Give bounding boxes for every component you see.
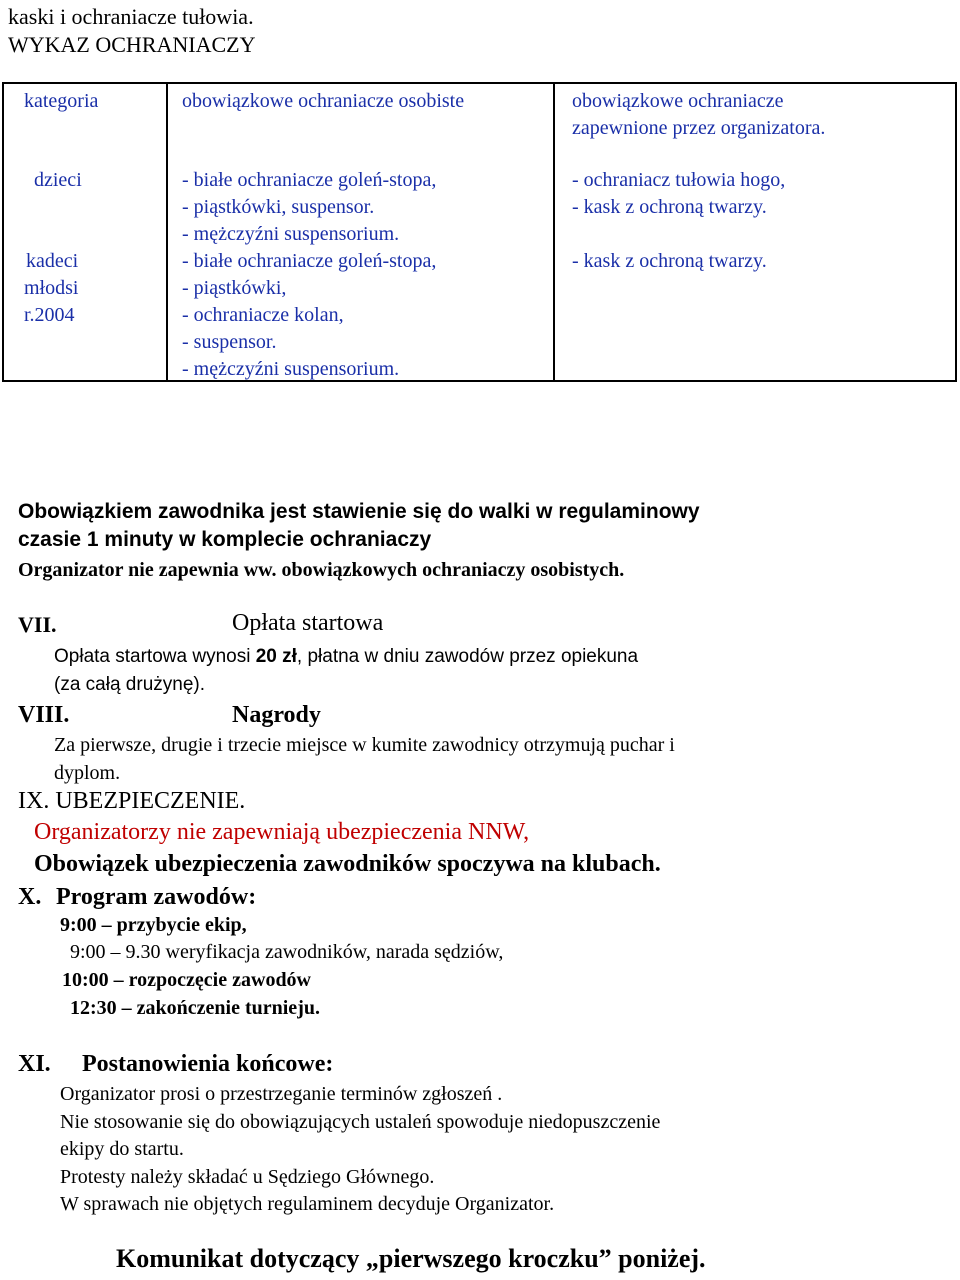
section-number-xi: XI. [18,1051,51,1077]
insurance-warning: Organizatorzy nie zapewniają ubezpieczenia NNW, [34,819,530,845]
program-title: Program zawodów: [56,884,257,910]
header-category: kategoria [24,90,99,112]
duty-statement: Obowiązkiem zawodnika jest stawienie się do walki w regulaminowy czasie 1 minuty w komplecie ochraniaczy [18,500,700,551]
category-year: r.2004 [24,304,75,326]
program-item: 9:00 – przybycie ekip, [60,914,247,936]
prizes-text: Za pierwsze, drugie i trzecie miejsce w kumite zawodnicy otrzymują puchar i dyplom. [54,734,675,784]
list-item: Organizator prosi o przestrzeganie terminów zgłoszeń . [60,1083,503,1105]
final-provisions [60,1081,660,1219]
list-item: - suspensor. [182,331,277,353]
section-number-viii: VIII. [18,702,70,728]
section-number-vii: VII. [18,612,57,637]
list-item: Nie stosowanie się do obowiązujących ustaleń spowoduje niedopuszczenie [60,1110,661,1133]
final-title: Postanowienia końcowe: [82,1051,334,1077]
section-number-x: X. [18,884,42,910]
list-item: Protesty należy składać u Sędziego Głównego. [60,1165,435,1188]
list-item: - piąstkówki, suspensor. [182,196,375,218]
program-item: 9:00 – 9.30 weryfikacja zawodników, narada sędziów, [70,941,504,963]
personal-gear-list [182,167,436,383]
list-item: - ochraniacze kolan, [182,304,344,326]
organizer-gear-list [572,167,785,221]
insurance-heading: IX. UBEZPIECZENIE. [18,788,246,814]
prizes-title: Nagrody [232,702,321,728]
list-item: ekipy do startu. [60,1138,184,1160]
equipment-list-heading: WYKAZ OCHRANIACZY [8,32,256,57]
insurance-clubs: Obowiązek ubezpieczenia zawodników spoczywa na klubach. [34,851,661,877]
list-item: - piąstkówki, [182,277,287,299]
category-juniors: młodsi [24,277,79,299]
program-item: 10:00 – rozpoczęcie zawodów [62,969,312,991]
list-item: - mężczyźni suspensorium. [182,223,400,245]
list-item: - mężczyźni suspensorium. [182,358,400,380]
category-children: dzieci [34,169,82,191]
category-cadets: kadeci [26,250,79,272]
list-item: - kask z ochroną twarzy. [572,196,767,218]
equipment-table [2,82,957,382]
fee-text: Opłata startowa wynosi 20 zł, płatna w dniu zawodów przez opiekuna [54,646,639,667]
organizer-note: Organizator nie zapewnia ww. obowiązkowych ochraniaczy osobistych. [18,559,625,581]
organizer-gear-item: - kask z ochroną twarzy. [572,250,767,272]
list-item: W sprawach nie objętych regulaminem decyduje Organizator. [60,1193,555,1215]
list-item: - białe ochraniacze goleń-stopa, [182,169,437,191]
header-organizer-gear: obowiązkowe ochraniacze zapewnione przez organizatora. [572,90,826,139]
intro-line: kaski i ochraniacze tułowia. [8,4,254,29]
fee-text-cont: (za całą drużynę). [54,674,206,695]
notice: Komunikat dotyczący „pierwszego kroczku” poniżej. [116,1244,706,1273]
program-item: 12:30 – zakończenie turnieju. [70,997,320,1019]
table-divider [166,84,168,380]
list-item: - białe ochraniacze goleń-stopa, [182,250,437,272]
header-personal-gear: obowiązkowe ochraniacze osobiste [182,90,465,112]
list-item: - ochraniacz tułowia hogo, [572,169,786,191]
fee-title: Opłata startowa [232,610,384,636]
table-divider [553,84,555,380]
